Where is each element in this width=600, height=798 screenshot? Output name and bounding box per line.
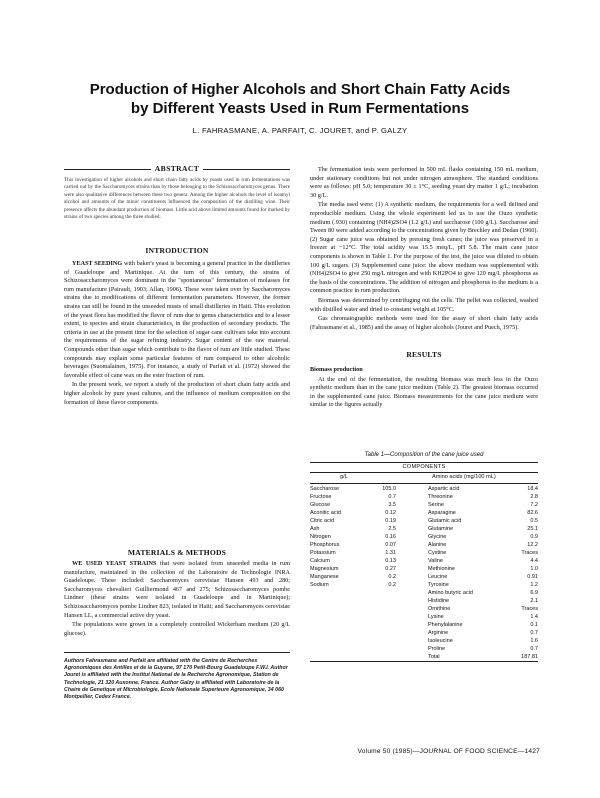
right-paragraph-2: The media used were: (1) A synthetic medium, the requirements for a well defined and reproducible medium. Using the whole experiment led us to use the Ouzo synthetic medium (.930) containing (NH4)2SO4 (1.2 g/L) and saccharose (100 g/L). Saccharose and Tween 80 were added according to the concentrations given by Brechley and Dedan (1960). (2) Sugar cane juice was obtained by pressing fresh canes; the juice was preserved in a freezer at −12°C. The total acidity was 15.5 meq/L, pH 5.8. The main cane juice components is shown in Table 1. For the purpose of the test, the juice was diluted to obtain 100 g/L sugars. (3) Supplemented cane juice: the above medium was supplemented with (NH4)2SO4 to give 250 mg/L nitrogen and with KH2PO4 to give 120 mg/L phosphorus as the basis of the concentrations. The addition of nitrogen and phosphorus to the medium is a common practice in rum production. [310,201,538,295]
right-name: Threonine [428,494,453,500]
right-paragraph-1: The fermentation tests were performed in 500 mL flasks containing 150 mL medium, under stationary conditions but not under nitrogen atmosphere. The standard conditions were as follows: pH 5.0; temperature 30 ± 1°C, seeding yeast dry matter 1 g/L; incubation 30 g/L. [310,166,538,199]
left-value: 3.5 [388,502,396,508]
left-name: Manganese [310,574,339,580]
title-line-1: Production of Higher Alcohols and Short Chain Fatty Acids [89,81,511,98]
introduction-body [64,260,290,408]
right-name: Total [428,654,440,660]
title-line-2: by Different Yeasts Used in Rum Fermentations [130,100,470,117]
left-value: 0.16 [385,534,396,540]
right-value: 0.91 [527,574,538,580]
right-name: Amino butyric acid [428,590,473,596]
left-name: Phosphorus [310,542,340,548]
left-name: Saccharose [310,486,340,492]
right-name: Methionine [428,566,455,572]
right-name: Valine [428,558,443,564]
right-value: 12.2 [527,542,538,548]
table-header-components: COMPONENTS [402,464,446,470]
right-name: Arginine [428,630,449,636]
table-bottom-rule [310,661,538,662]
biomass-subheading: Biomass production [310,366,363,373]
left-value: 1.31 [385,550,396,556]
right-value: 0.9 [530,534,538,540]
left-name: Glucose [310,502,331,508]
right-paragraph-4: Gas chromatographic methods were used for the assay of short chain fatty acids (Fahrasmane et al., 1985) and the assay of higher alcohols (Jouret and Puech, 1975). [310,315,538,331]
left-name: Calcium [310,558,330,564]
right-name: Aspartic acid [428,486,460,492]
abstract-heading [64,164,290,174]
introduction-lead: YEAST SEEDING [72,260,123,267]
left-value: 0.13 [385,558,396,564]
right-value: Traces [521,606,538,612]
right-value: 1.0 [530,566,538,572]
abstract-text: This investigation of higher alcohols and short chain fatty acids by yeasts used in rum fermentations was carried out by the Saccharomyces strains than by those belonging to the Schizosaccharomyces genus. There were also qualitative differences between these two genera. Among the higher alcohols the level of isoamyl alcohol and amounts of the minor constituents influenced the composition of the distilling wine. Their presence affects the abundant production of biomass. Little acid above limited amounts found for marked by strains of two species among the three studied. [64,177,290,221]
right-paragraph-3: Biomass was determined by centrifuging out the cells. The pellet was collected, washed with distilled water and dried to constant weight at 105°C. [310,296,538,313]
left-value: 0.7 [388,494,396,500]
results-body [310,366,538,411]
left-value: 105.0 [382,486,396,492]
right-name: Serine [428,502,444,508]
right-name: Leucine [428,574,448,580]
table-header-rule [310,483,538,484]
introduction-paragraph-1 [64,260,290,380]
right-value: 0.7 [530,646,538,652]
methods-paragraph-1-text: that were isolated from unseeded media in rum manufacture, maintained in the collection of the Laboratoire de Technologie INRA Guadeloupe. These included: Saccharomyces cerevisiae Hansen 493 and 280; Saccharomyces chevalieri Guilliermond 467 and 275; Schizosaccharomyces pombe Lindner (these strains were isolated in Guadeloupe and in Martinique); Schizosaccharomyces pombe Lindner 823, isolated in Haiti; and Saccharomyces cerevisiae Hansen LL, a commercial active dry yeast. [64,560,291,619]
left-value: 0.2 [388,582,396,588]
right-name: Cystine [428,550,447,556]
left-value: 0.19 [385,518,396,524]
table-mid-rule [310,472,538,473]
left-value: 0.2 [388,574,396,580]
left-name: Magnesium [310,566,339,572]
right-value: 0.1 [530,622,538,628]
left-name: Aconitic acid [310,510,341,516]
left-name: Nitrogen [310,534,331,540]
right-value: 1.2 [530,582,538,588]
left-value: 0.12 [385,510,396,516]
methods-body [64,560,290,639]
right-value: 1.4 [530,614,538,620]
methods-lead: WE USED YEAST STRAINS [72,560,157,567]
results-paragraph-1: At the end of the fermentation, the resulting biomass was much less in the Ouzo synthetic medium than in the cane juice medium (Table 2). The greatest biomass occurred in the supplemented cane juice. Biomass measurements for the cane juice medium were similar to the figures actually [310,375,538,409]
left-name: Potassium [310,550,336,556]
footnote-rule [64,652,290,653]
right-value: Traces [521,550,538,556]
right-value: 18.4 [527,486,538,492]
right-name: Glutamic acid [428,518,462,524]
results-heading: RESULTS [406,350,442,359]
right-name: Tyrosine [428,582,449,588]
left-name: Citric acid [310,518,335,524]
right-value: 6.9 [530,590,538,596]
left-value: 0.27 [385,566,396,572]
left-value: 2.5 [388,526,396,532]
right-name: Lysine [428,614,444,620]
authors: L. FAHRASMANE, A. PARFAIT, C. JOURET, and P. GALZY [192,126,408,135]
left-name: Sodium [310,582,329,588]
right-name: Proline [428,646,446,652]
right-value: 7.2 [530,502,538,508]
right-value: 2.1 [530,598,538,604]
right-name: Asparagine [428,510,456,516]
right-name: Histidine [428,598,450,604]
right-value: 82.6 [527,510,538,516]
table-top-rule [310,462,538,463]
right-value: 2.8 [530,494,538,500]
table-col-right-header: Amino acids (mg/100 mL) [432,474,496,480]
introduction-paragraph-1-text: with baker's yeast is becoming a general practice in the distilleries of Guadeloupe and Martinique. At the turn of this century, the strains of Schizosaccharomyces were dominant in the "spontaneous" fermentation of molasses for rum manufacture (Pairault, 1903; Allan, 1906). These were taken over by Saccharomyces strains due to modifications of different fermentation parameters. However, the former strains can still be found in the unseeded musts of small distilleries in Haiti. This evolution of the yeast flora has modified the flavor of rum due to genus characteristics and to a lesser extent, to species and strain characteristics, in the production of secondary products. The criteria in use at the present time for the selection of sugar cane cultivars take into account the requirements of the sugar refining industry. Sugar content of the raw material. Compounds other than sugar which contribute to the flavor of rum are little studied. These compounds may explain some particular features of rum compared to other alcoholic beverages (Suomalainen, 1975). For instance, a study of Parfait et al. (1972) showed the favorable effect of cane wax on the ester fraction of rum. [64,260,291,379]
right-name: Glutamine [428,526,454,532]
methods-heading: MATERIALS & METHODS [127,548,227,557]
introduction-heading: INTRODUCTION [145,246,209,255]
author-affiliations-footnote: Authors Fahrasmane and Parfait are affiliated with the Centre de Recherches Agronomiques des Antilles et de la Guyane, 97 170 Petit-Bourg Guadeloupe F.W.I. Author Jouret is affiliated with the Institut National de la Recherche Agronomique, Station de Technologie, 21 320 Auxonne, France. Author Galzy is affiliated with Laboratoire de la Chaire de Genetique et Microbiologie, Ecole Nationale Superieure Agronomique, 34 060 Montpellier, Cedex France. [64,658,288,701]
right-value: 1.6 [530,638,538,644]
page-footer: Volume 50 (1985)—JOURNAL OF FOOD SCIENCE—1427 [357,748,540,755]
introduction-paragraph-2: In the present work, we report a study of the production of short chain fatty acids and higher alcohols by pure yeast cultures, and the influence of medium composition on the formation of these flavor components. [64,381,290,406]
abstract-heading-label: ABSTRACT [151,164,204,173]
right-column-methods [310,166,538,333]
right-value: 4.4 [530,558,538,564]
right-name: Ornithine [428,606,451,612]
left-name: Fructose [310,494,332,500]
table-col-left-header: g/L [340,474,348,480]
right-value: 25.1 [527,526,538,532]
right-name: Isoleucine [428,638,453,644]
right-value: 187.81 [521,654,538,660]
right-value: 0.5 [530,518,538,524]
right-value: 0.7 [530,630,538,636]
methods-paragraph-2: The populations were grown in a completely controlled Wickerham medium (20 g/L glucose). [64,621,290,637]
right-name: Glycine [428,534,447,540]
table-1-title: Table 1—Composition of the cane juice used [364,452,484,458]
left-value: 0.07 [385,542,396,548]
right-name: Phenylalanine [428,622,463,628]
right-name: Alanine [428,542,447,548]
left-name: Ash [310,526,320,532]
methods-paragraph-1 [64,560,290,620]
